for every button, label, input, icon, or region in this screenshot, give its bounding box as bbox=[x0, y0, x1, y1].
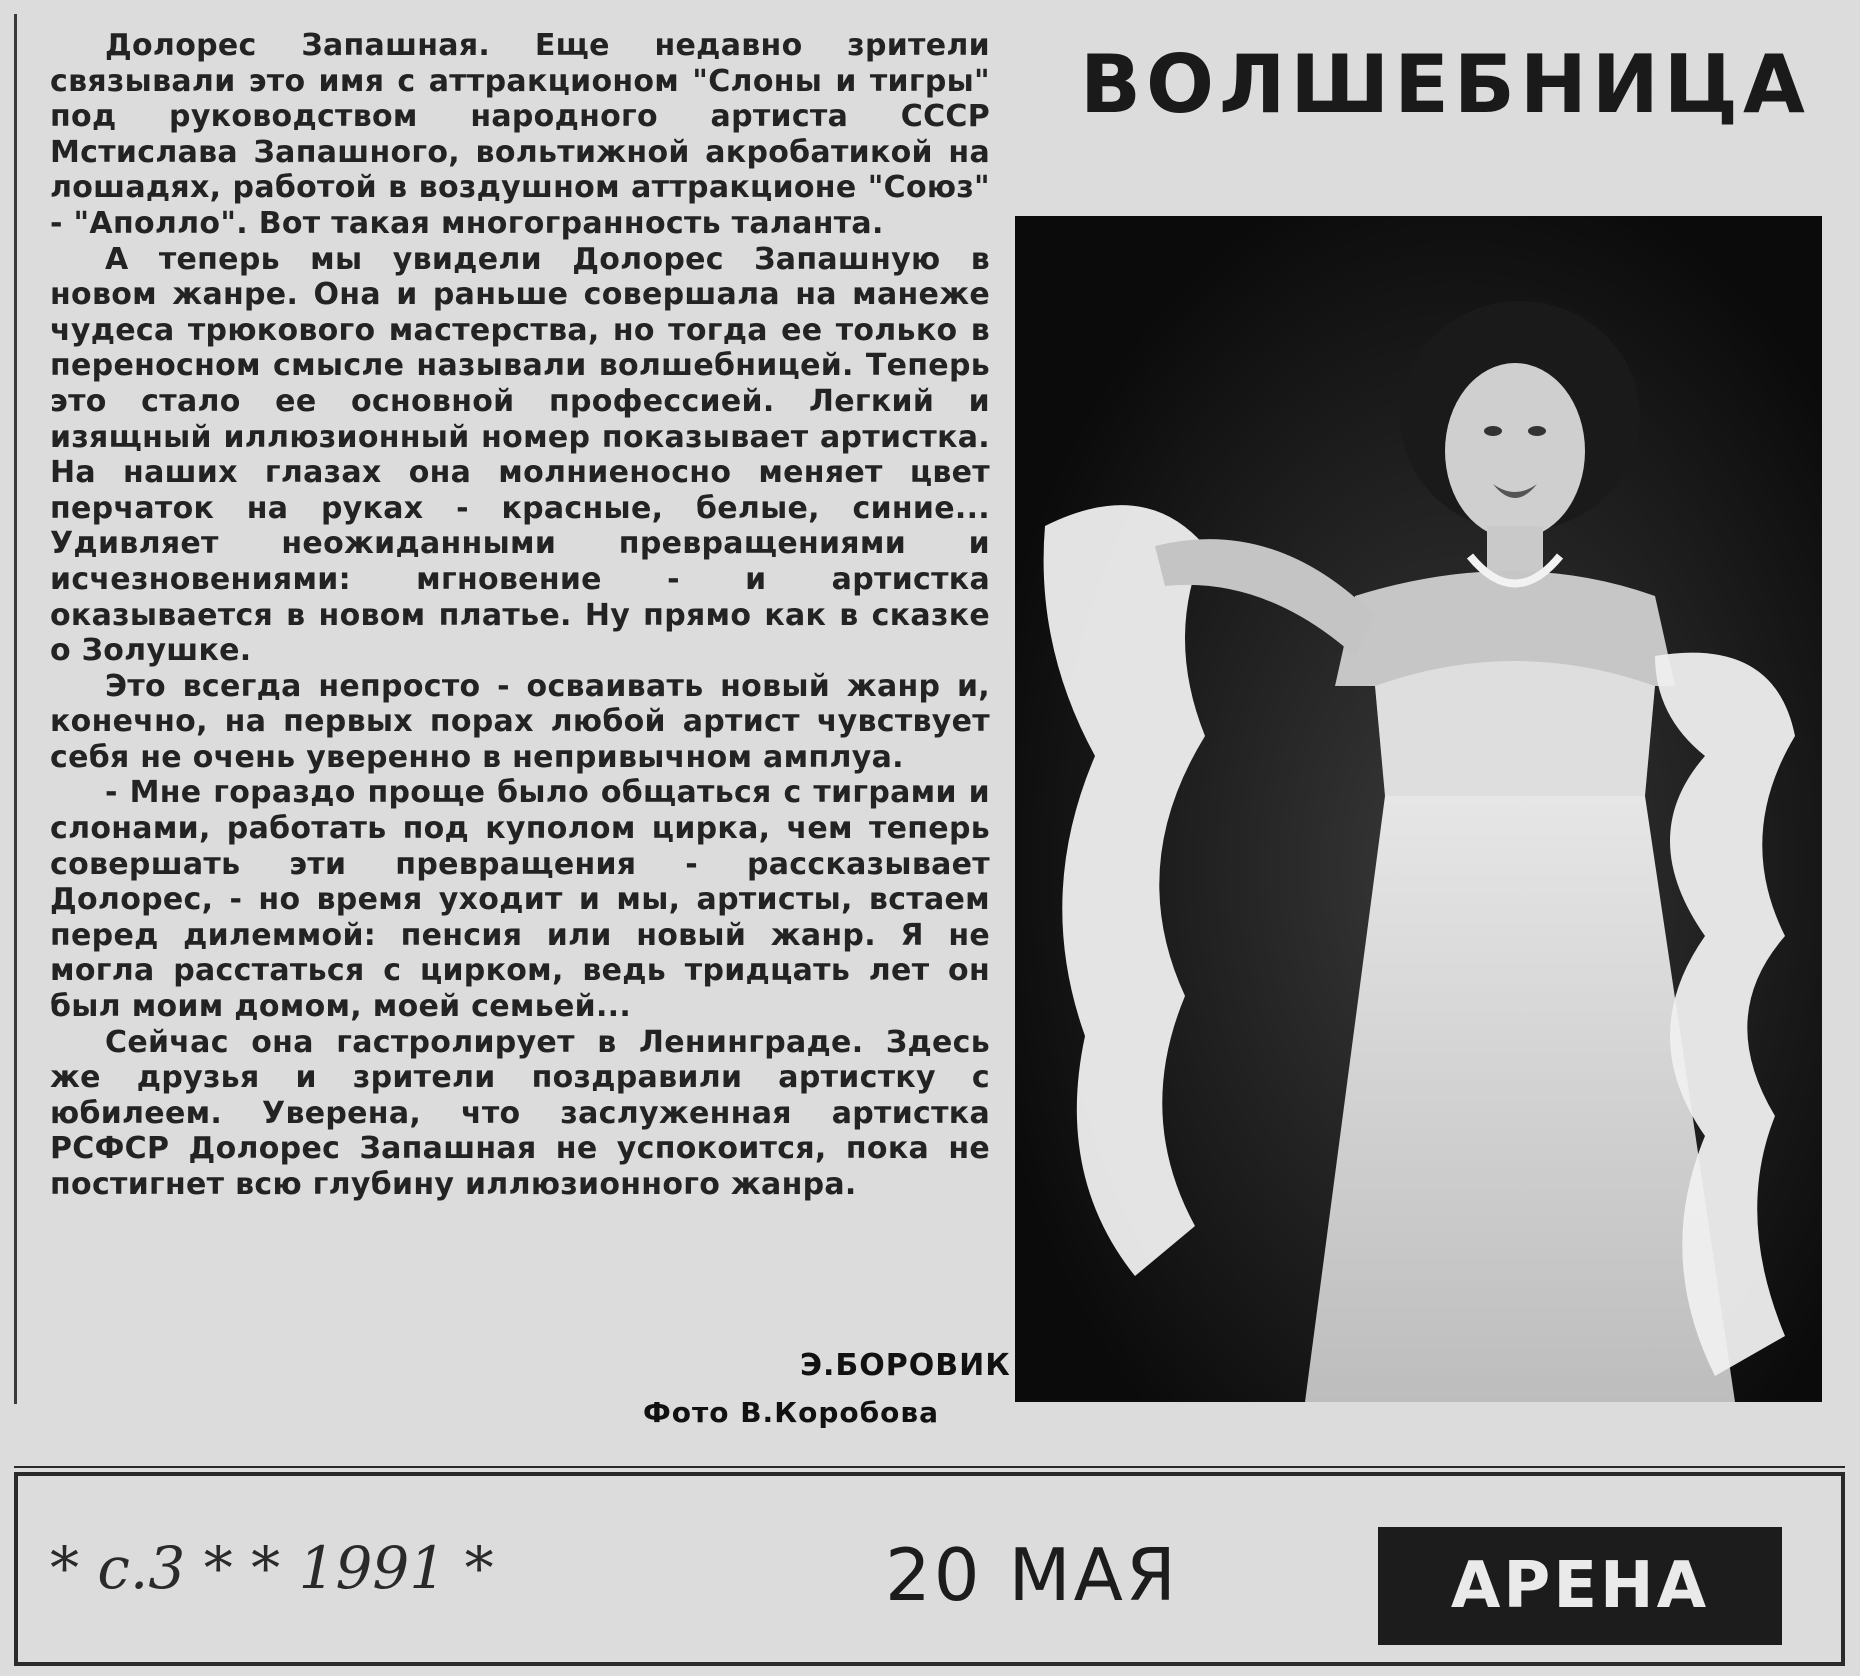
column-rule bbox=[14, 14, 17, 1404]
article-paragraph-2: А теперь мы увидели Долорес Запашную в новом жанре. Она и раньше совершала на манеже чудеса трюкового мастерства, но тогда ее только в переносном смысле называли волшебницей. Теперь это стало ее основной профессией. Легкий и изящный иллюзионный номер показывает артистка. На наших глазах она молниеносно меняет цвет перчаток на руках - красные, белые, синие... Удивляет неожиданными превращениями и исчезновениями: мгновение - и артистка оказывается в новом платье. Ну прямо как в сказке о Золушке. bbox=[50, 241, 990, 669]
handwritten-note bbox=[50, 1518, 690, 1658]
photo-credit: Фото В.Коробова bbox=[643, 1396, 939, 1429]
article-paragraph-4: - Мне гораздо проще было общаться с тиграми и слонами, работать под куполом цирка, чем теперь совершать эти превращения - рассказывает Долорес, - но время уходит и мы, артисты, встаем перед дилеммой: пенсия или новый жанр. Я не могла расстаться с цирком, ведь тридцать лет он был моим домом, моей семьей... bbox=[50, 775, 990, 1025]
article-paragraph-3: Это всегда непросто - осваивать новый жанр и, конечно, на первых порах любой артист чувствует себя не очень уверенно в непривычном амплуа. bbox=[50, 668, 990, 775]
article-paragraph-5: Сейчас она гастролирует в Ленинграде. Здесь же друзья и зрители поздравили артистку с юбилеем. Уверена, что заслуженная артистка РСФСР Долорес Запашная не успокоится, пока не постигнет всю глубину иллюзионного жанра. bbox=[50, 1024, 990, 1202]
author-byline: Э.БОРОВИК bbox=[800, 1348, 1011, 1383]
article-body bbox=[50, 28, 1011, 1429]
footer-divider bbox=[14, 1466, 1845, 1468]
article-headline: ВОЛШЕБНИЦА bbox=[1080, 38, 1810, 131]
newspaper-name: АРЕНА bbox=[1378, 1527, 1782, 1645]
article-paragraph-1: Долорес Запашная. Еще недавно зрители связывали это имя с аттракционом "Слоны и тигры" под руководством народного артиста СССР Мстислава Запашного, вольтижной акробатикой на лошадях, работой в воздушном аттракционе "Союз" - "Аполло". Вот такая многогранность таланта. bbox=[50, 28, 990, 241]
issue-date: 20 МАЯ bbox=[885, 1533, 1179, 1617]
performer-photo-illustration bbox=[1015, 216, 1822, 1402]
handwritten-note-text: * с.3 * * 1991 * bbox=[50, 1534, 494, 1602]
performer-photo bbox=[1015, 216, 1822, 1402]
